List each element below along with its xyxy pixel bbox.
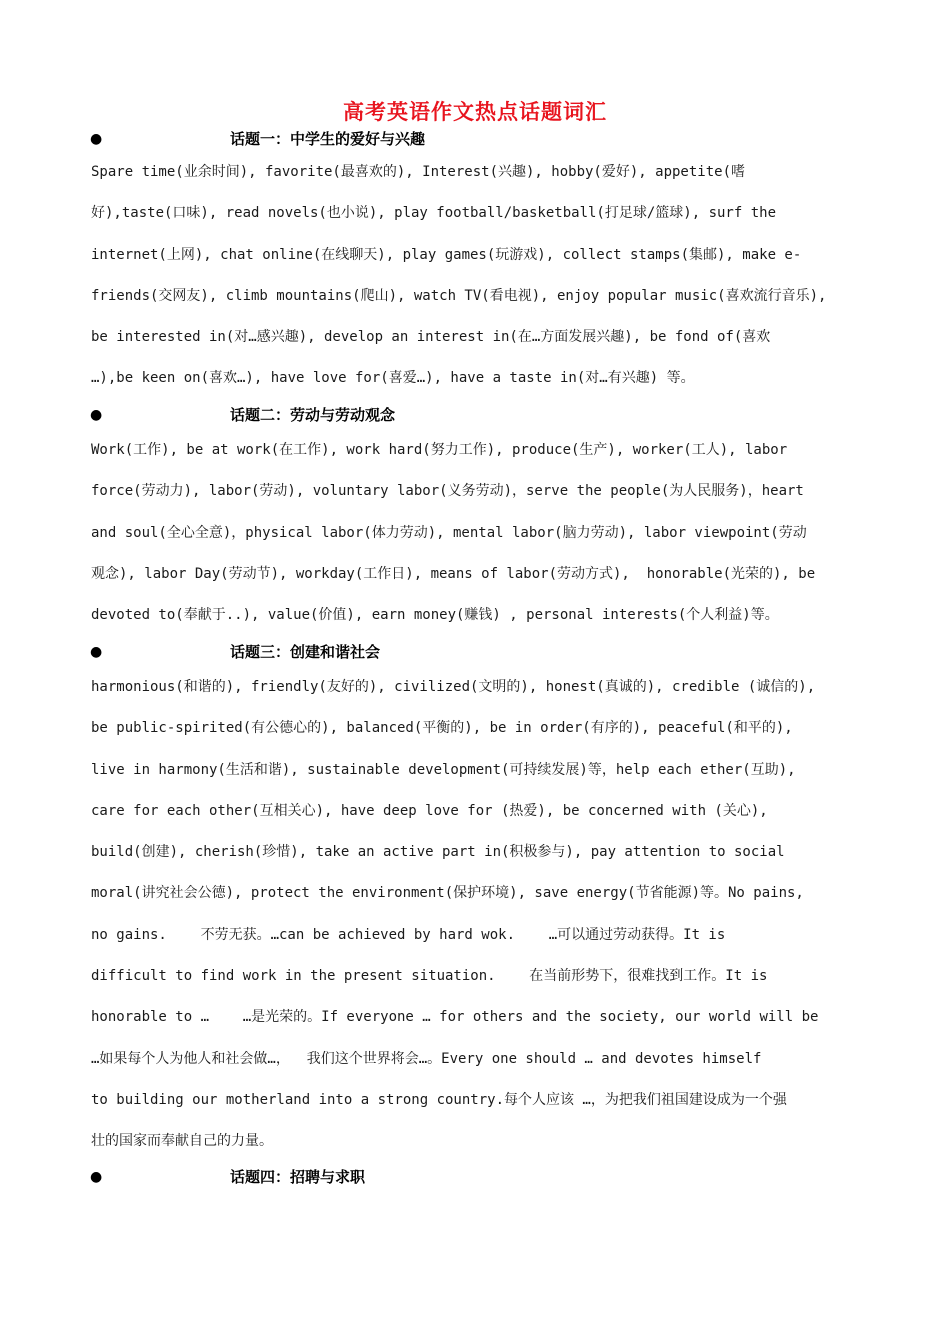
text-line: force(劳动力), labor(劳动), voluntary labor(义务劳动)，serve the people(为人民服务)，heart bbox=[91, 483, 804, 500]
text-line: difficult to find work in the present situation. 在当前形势下，很难找到工作。It is bbox=[91, 968, 768, 985]
text-line: …如果每个人为他人和社会做…， 我们这个世界将会…。Every one should … and devotes himself bbox=[91, 1050, 762, 1067]
text-line: Spare time(业余时间), favorite(最喜欢的), Interest(兴趣), hobby(爱好), appetite(嗜 bbox=[91, 164, 746, 180]
text-line: honorable to … …是光荣的。If everyone … for others and the society, our world will be bbox=[91, 1009, 819, 1026]
text-line: live in harmony(生活和谐), sustainable development(可持续发展)等，help each ether(互助), bbox=[91, 761, 796, 778]
bullet-icon: ● bbox=[90, 1169, 103, 1185]
section-body-3 bbox=[91, 667, 881, 1163]
section-heading-text: 话题四：招聘与求职 bbox=[230, 1168, 366, 1186]
section-body-2 bbox=[91, 430, 881, 636]
text-line: and soul(全心全意)，physical labor(体力劳动), mental labor(脑力劳动), labor viewpoint(劳动 bbox=[91, 524, 807, 541]
text-line: Work(工作), be at work(在工作), work hard(努力工作), produce(生产), worker(工人), labor bbox=[91, 442, 788, 458]
text-line: friends(交网友), climb mountains(爬山), watch TV(看电视), enjoy popular music(喜欢流行音乐), bbox=[91, 287, 827, 304]
bullet-icon: ● bbox=[90, 644, 103, 660]
text-line: build(创建), cherish(珍惜), take an active part in(积极参与), pay attention to social bbox=[91, 844, 785, 861]
text-line: internet(上网), chat online(在线聊天), play games(玩游戏), collect stamps(集邮), make e- bbox=[91, 246, 802, 263]
text-line: 壮的国家而奉献自己的力量。 bbox=[91, 1133, 273, 1150]
bullet-icon: ● bbox=[90, 407, 103, 423]
text-line: moral(讲究社会公德), protect the environment(保护环境), save energy(节省能源)等。No pains, bbox=[91, 885, 804, 902]
text-line: 好),taste(口味), read novels(也小说), play football/basketball(打足球/篮球), surf the bbox=[91, 205, 777, 222]
text-line: devoted to(奉献于..), value(价值), earn money(赚钱) , personal interests(个人利益)等。 bbox=[91, 607, 779, 624]
section-heading-2 bbox=[90, 404, 870, 426]
section-heading-1 bbox=[90, 128, 870, 150]
bullet-icon: ● bbox=[90, 131, 103, 147]
section-body-1 bbox=[91, 152, 881, 400]
text-line: harmonious(和谐的), friendly(友好的), civilized(文明的), honest(真诚的), credible (诚信的), bbox=[91, 679, 816, 695]
text-line: to building our motherland into a strong country.每个人应该 …，为把我们祖国建设成为一个强 bbox=[91, 1091, 787, 1108]
section-heading-3 bbox=[90, 641, 870, 663]
section-heading-text: 话题三：创建和谐社会 bbox=[230, 643, 381, 661]
text-line: 观念), labor Day(劳动节), workday(工作日), means of labor(劳动方式), honorable(光荣的), be bbox=[91, 565, 816, 582]
section-heading-text: 话题一：中学生的爱好与兴趣 bbox=[230, 130, 426, 148]
text-line: be public-spirited(有公德心的), balanced(平衡的), be in order(有序的), peaceful(和平的), bbox=[91, 720, 793, 737]
text-line: care for each other(互相关心), have deep love for (热爱), be concerned with (关心), bbox=[91, 802, 768, 819]
section-heading-text: 话题二：劳动与劳动观念 bbox=[230, 406, 396, 424]
text-line: be interested in(对…感兴趣), develop an interest in(在…方面发展兴趣), be fond of(喜欢 bbox=[91, 329, 771, 346]
document-title: 高考英语作文热点话题词汇 bbox=[343, 99, 607, 124]
section-heading-4 bbox=[90, 1166, 870, 1188]
text-line: …),be keen on(喜欢…), have love for(喜爱…), have a taste in(对…有兴趣) 等。 bbox=[91, 370, 695, 387]
text-line: no gains. 不劳无获。…can be achieved by hard wok. …可以通过劳动获得。It is bbox=[91, 926, 726, 943]
